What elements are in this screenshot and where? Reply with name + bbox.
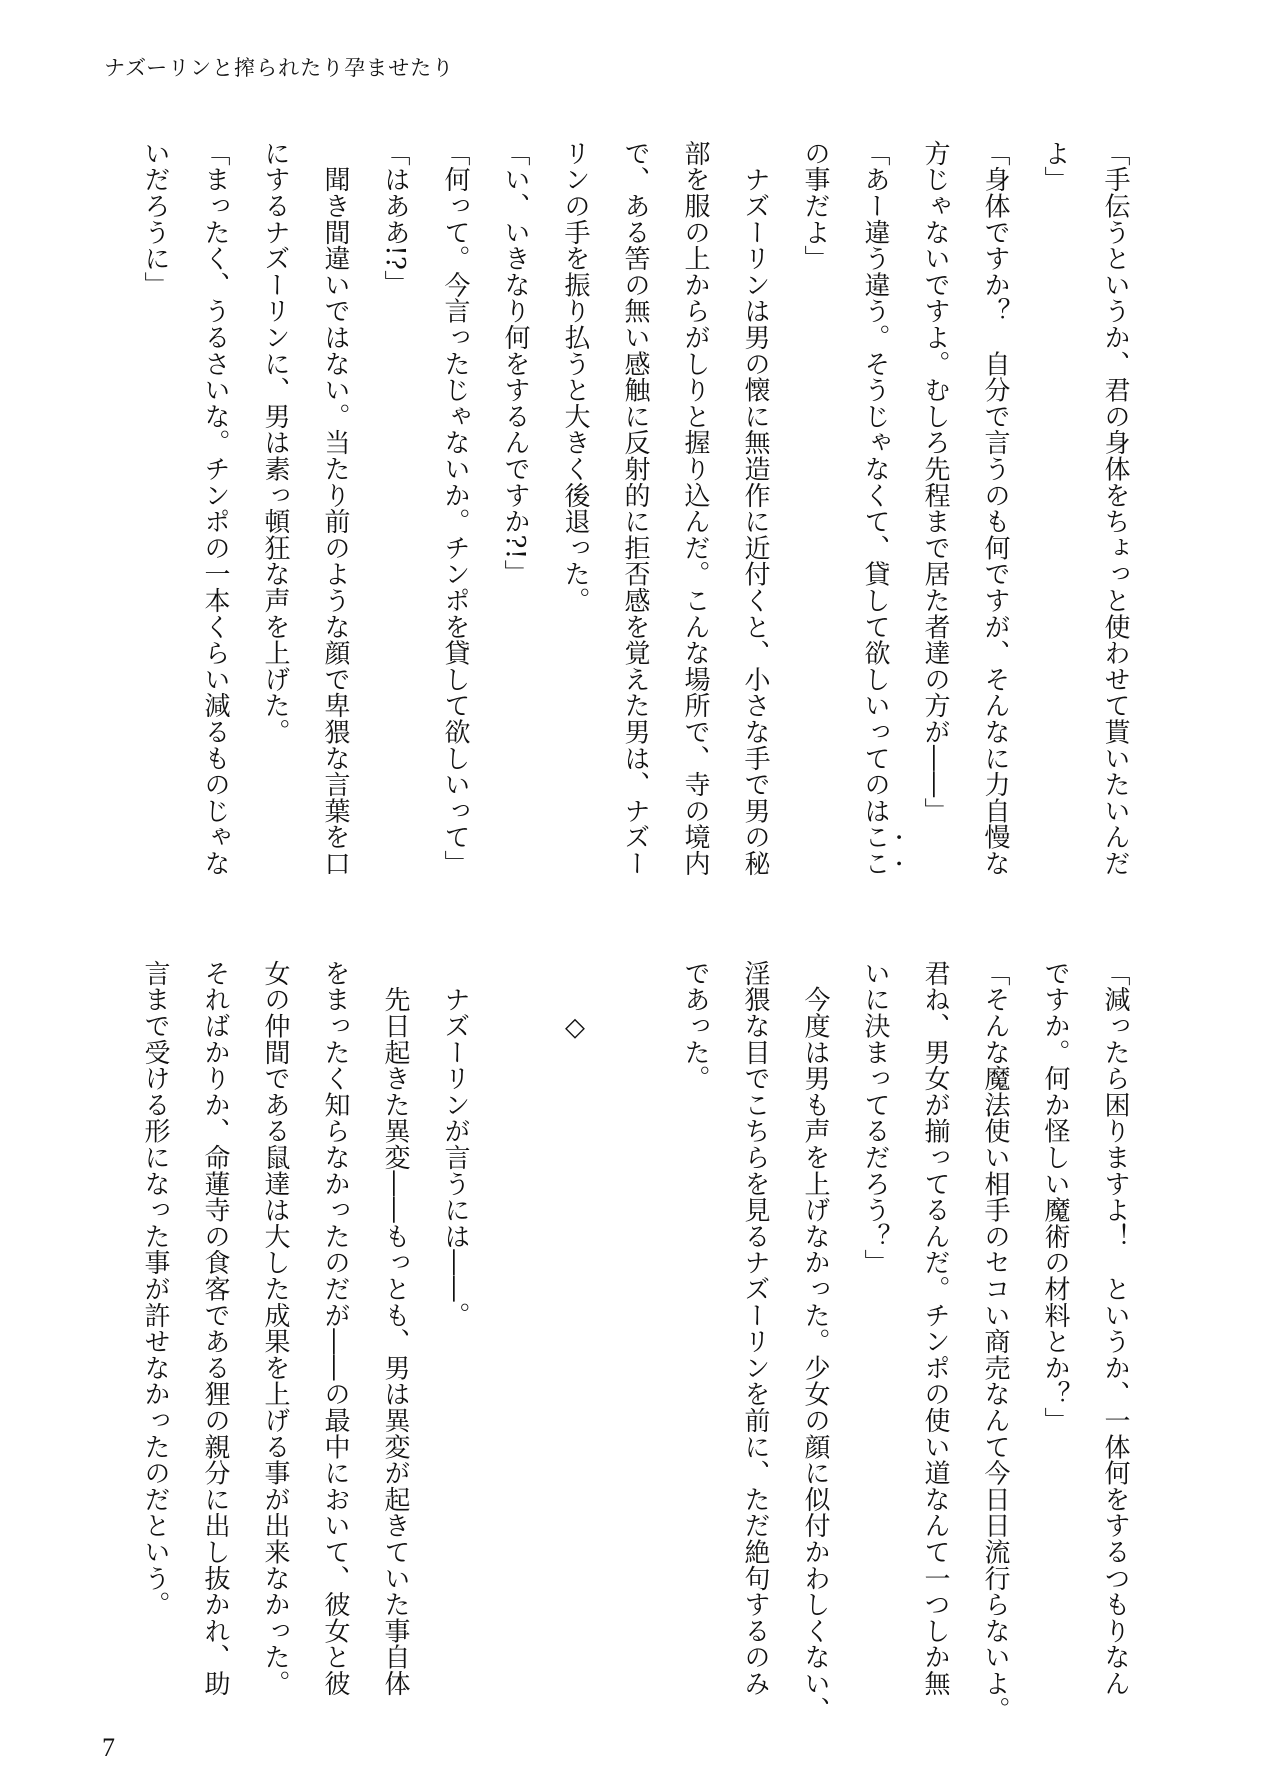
text-line: 「手伝うというか、君の身体をちょっと使わせて貰いたいんだ [1100, 140, 1130, 877]
text-line: 「減ったら困りますよ！ というか、一体何をするつもりなん [1100, 960, 1130, 1697]
text-line: 「まったく、うるさいな。チンポの一本くらい減るものじゃな [200, 140, 230, 877]
text-line: よ」 [1040, 140, 1070, 193]
text-line: ナズーリンは男の懐に無造作に近付くと、小さな手で男の秘 [740, 140, 770, 877]
text-line: 聞き間違いではない。当たり前のような顔で卑猥な言葉を口 [320, 140, 350, 877]
text-line: 部を服の上からがしりと握り込んだ。こんな場所で、寺の境内 [680, 140, 710, 877]
text-line: リンの手を振り払うと大きく後退った。 [560, 140, 590, 614]
text-line: で、ある筈の無い感触に反射的に拒否感を覚えた男は、ナズー [620, 140, 650, 877]
text-line: 先日起きた異変――もっとも、男は異変が起きていた事自体 [380, 960, 410, 1697]
text-block-upper [125, 140, 1145, 880]
text-line: であった。 [680, 960, 710, 1092]
text-segment: 「あー違う違う。そうじゃなくて、貸して欲しいってのは [860, 140, 890, 824]
text-line [845, 140, 905, 880]
text-line: いだろうに」 [140, 140, 170, 298]
text-line: 「そんな魔法使い相手のセコい商売なんて今日日流行らないよ。 [980, 960, 1010, 1723]
text-line: 「何って。今言ったじゃないか。チンポを貸して欲しいって」 [440, 140, 470, 877]
text-line: いに決まってるだろう？」 [860, 960, 890, 1276]
section-break-diamond: ◇ [560, 960, 590, 1043]
text-line: 方じゃないですよ。むしろ先程まで居た者達の方が――」 [920, 140, 950, 824]
text-line: 「はああ!?」 [380, 140, 410, 297]
text-line: をまったく知らなかったのだが――の最中において、彼女と彼 [320, 960, 350, 1697]
text-line: 「い、いきなり何をするんですか?!」 [500, 140, 530, 586]
text-line: 淫猥な目でこちらを見るナズーリンを前に、ただ絶句するのみ [740, 960, 770, 1697]
text-line: 「身体ですか？ 自分で言うのも何ですが、そんなに力自慢な [980, 140, 1010, 877]
running-header: ナズーリンと搾られたり孕ませたり [104, 56, 455, 80]
text-line: 君ね、男女が揃ってるんだ。チンポの使い道なんて一つしか無 [920, 960, 950, 1697]
blank-line [605, 960, 665, 1700]
text-line: の事だよ」 [800, 140, 830, 272]
page-number: 7 [102, 1733, 115, 1762]
text-block-lower [125, 960, 1145, 1723]
emphasized-text: ここ [860, 823, 890, 877]
text-line: にするナズーリンに、男は素っ頓狂な声を上げた。 [260, 140, 290, 745]
blank-line [485, 960, 545, 1700]
text-line: 言まで受ける形になった事が許せなかったのだという。 [140, 960, 170, 1618]
text-line: ナズーリンが言うには――。 [440, 960, 470, 1329]
text-line: そればかりか、命蓮寺の食客である狸の親分に出し抜かれ、助 [200, 960, 230, 1697]
text-line: 女の仲間である鼠達は大した成果を上げる事が出来なかった。 [260, 960, 290, 1697]
text-line: 今度は男も声を上げなかった。少女の顔に似付かわしくない、 [800, 960, 830, 1723]
text-line: ですか。何か怪しい魔術の材料とか？」 [1040, 960, 1070, 1434]
